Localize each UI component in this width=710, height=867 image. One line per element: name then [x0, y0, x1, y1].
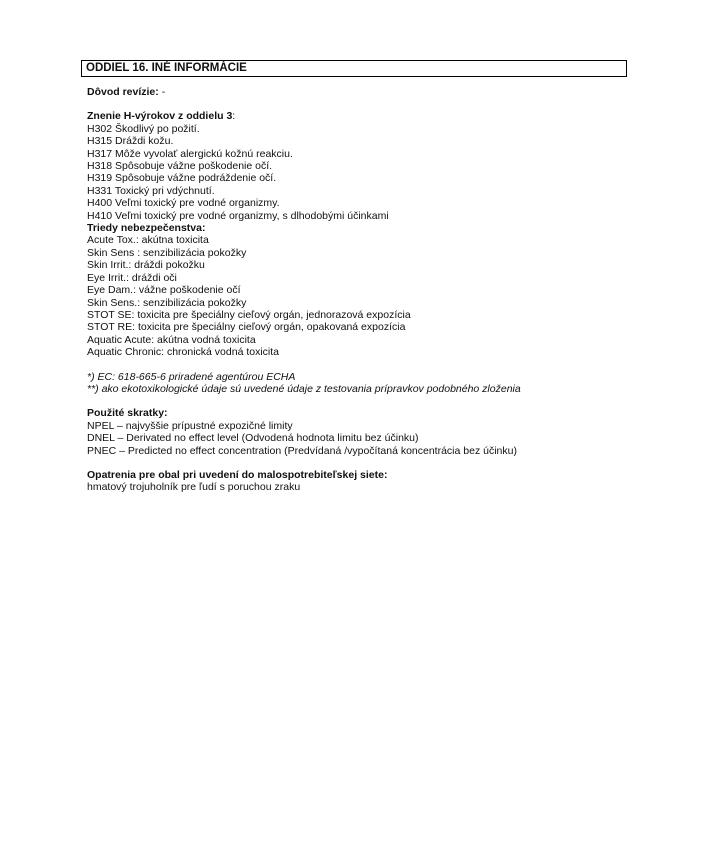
retail-measures-title: Opatrenia pre obal pri uvedení do malospotrebiteľskej siete: [87, 468, 388, 481]
notes-section [87, 371, 635, 396]
section-title: ODDIEL 16. INÉ INFORMÁCIE [81, 60, 627, 77]
abbreviation-item: NPEL – najvyššie prípustné expozičné limity [87, 419, 293, 432]
note-item: *) EC: 618-665-6 priradené agentúrou ECHA [87, 370, 296, 383]
h-statement-item: H315 Dráždi kožu. [87, 135, 174, 148]
revision-value: - [158, 86, 166, 98]
abbreviation-item: PNEC – Predicted no effect concentration (Predvídaná /vypočítaná koncentrácia bez účinku) [87, 444, 517, 457]
abbreviation-item: DNEL – Derivated no effect level (Odvodená hodnota limitu bez účinku) [87, 432, 419, 445]
hazard-class-item: Eye Dam.: vážne poškodenie očí [87, 284, 241, 297]
note-item: **) ako ekotoxikologické údaje sú uvedené údaje z testovania prípravkov podobného zloženia [87, 382, 521, 395]
h-statements-title-suffix: : [232, 110, 236, 123]
hazard-classes-section [87, 222, 635, 358]
hazard-class-item: Acute Tox.: akútna toxicita [87, 234, 209, 247]
hazard-classes-title: Triedy nebezpečenstva: [87, 222, 206, 235]
h-statements-section [87, 110, 635, 222]
retail-measures-text: hmatový trojuholník pre ľudí s poruchou zraku [87, 481, 301, 494]
h-statement-item: H400 Veľmi toxický pre vodné organizmy. [87, 197, 280, 210]
h-statement-item: H331 Toxický pri vdýchnutí. [87, 184, 215, 197]
abbreviations-title: Použité skratky: [87, 407, 168, 420]
hazard-class-item: Eye Irrit.: dráždi oči [87, 271, 177, 284]
revision-reason [87, 86, 635, 98]
hazard-class-item: Skin Sens : senzibilizácia pokožky [87, 246, 247, 259]
revision-label: Dôvod revízie: [87, 86, 159, 98]
h-statement-item: H318 Spôsobuje vážne poškodenie očí. [87, 160, 273, 173]
hazard-class-item: Aquatic Acute: akútna vodná toxicita [87, 333, 256, 346]
abbreviations-section [87, 407, 635, 457]
h-statement-item: H319 Spôsobuje vážne podráždenie očí. [87, 172, 277, 185]
hazard-class-item: STOT RE: toxicita pre špeciálny cieľový orgán, opakovaná expozícia [87, 321, 406, 334]
h-statement-item: H302 Škodlivý po požití. [87, 122, 200, 135]
hazard-class-item: Skin Irrit.: dráždi pokožku [87, 259, 205, 272]
h-statement-item: H317 Môže vyvolať alergickú kožnú reakciu. [87, 147, 293, 160]
h-statement-item: H410 Veľmi toxický pre vodné organizmy, s dlhodobými účinkami [87, 209, 389, 222]
hazard-class-item: STOT SE: toxicita pre špeciálny cieľový orgán, jednorazová expozícia [87, 308, 411, 321]
hazard-class-item: Skin Sens.: senzibilizácia pokožky [87, 296, 247, 309]
document-page [87, 60, 635, 494]
retail-measures-section [87, 469, 635, 494]
h-statements-title: Znenie H-výrokov z oddielu 3 [87, 110, 233, 123]
hazard-class-item: Aquatic Chronic: chronická vodná toxicita [87, 346, 280, 359]
